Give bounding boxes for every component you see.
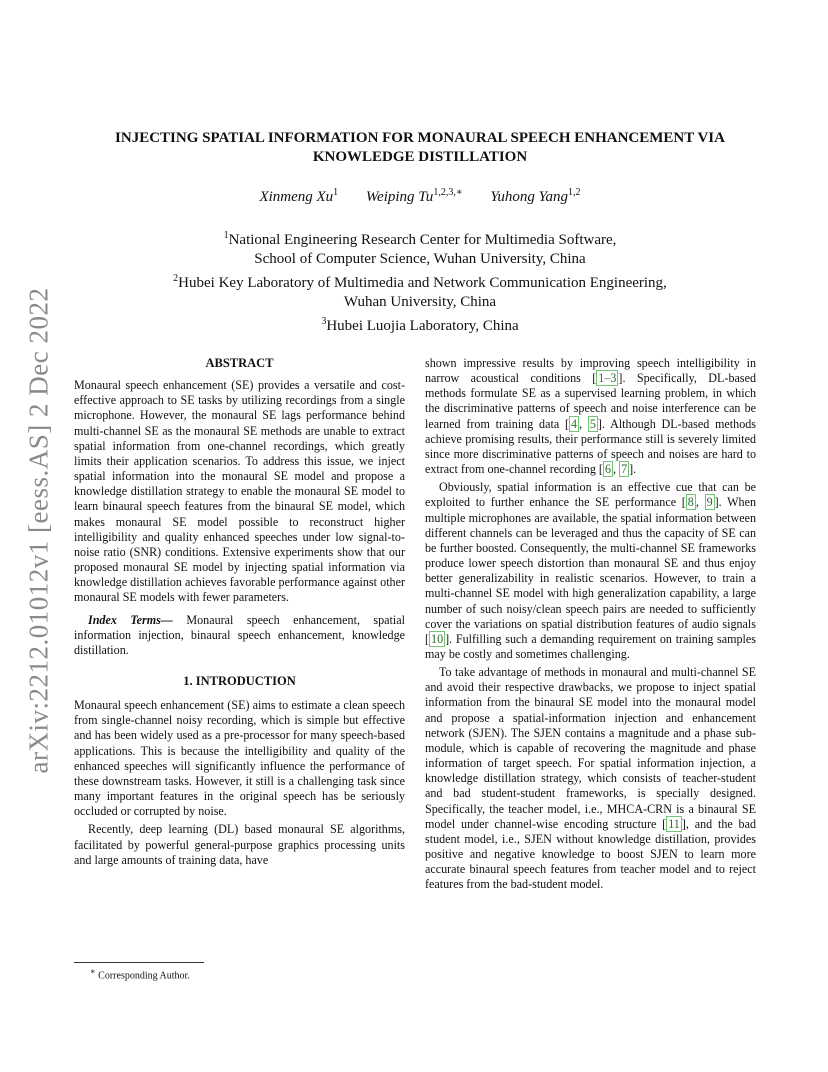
title-line-2: KNOWLEDGE DISTILLATION — [312, 149, 528, 165]
arxiv-identifier: arXiv:2212.01012v1 [eess.AS] 2 Dec 2022 — [23, 287, 54, 773]
citation-link[interactable]: 9 — [706, 495, 713, 510]
affiliation-line-5: $^3$Hubei Luojia Laboratory, China — [321, 316, 519, 334]
index-terms — [74, 613, 405, 658]
footnote-mark: ∗ — [90, 967, 96, 976]
intro-paragraph-2: Recently, deep learning (DL) based monaural SE algorithms, facilitated by powerful general-purpose graphics processing units and large amounts of training data, have — [74, 822, 405, 867]
right-paragraph-2: Obviously, spatial information is an effective cue that can be exploited to further enhance the SE performance [ 8 , 9 ]. When multiple microphones are available, the spatial information between different channels can be leveraged and thus the capacity of SE can be further boosted. Consequently, the multi-channel SE frameworks produce lower speech distortion than monaural SE and thus enjoy better generalizability in realistic scenarios. However, to train a multi-channel SE model with high generalization capability, a large number of such noisy/clean speech pairs are needed to sufficiently cover the variations on spatial distribution features of audio signals [ 10 ]. Fulfilling such a demanding requirement on training samples may be costly and sometimes challenging. — [425, 480, 757, 661]
right-paragraph-1: shown impressive results by improving speech intelligibility in narrow acoustical conditions [ 1–3 ]. Specifically, DL-based methods formulate SE as a supervised learning problem, in which the discriminative patterns of speech and noise interference can be learned from training data [ 4 , 5 ]. Although DL-based methods achieve promising results, their performance still is severely limited since more discriminative patterns of speech and noises are hard to extract from one-channel recording [ 6 , 7 ]. — [425, 356, 757, 477]
right-paragraph-3: To take advantage of methods in monaural and multi-channel SE and avoid their respective drawbacks, we propose to inject spatial information from the binaural SE model into the monaural model and propose a spatial-information injection and enhancement network (SJEN). The SJEN contains a magnitude and a phase sub-module, which is capable of recovering the magnitude and phase information of target speech. For spatial information injection, a knowledge distillation strategy, which consists of teacher-student and bad student-student frameworks, is specially designed. Specifically, the teacher model, i.e., MHCA-CRN is a binaural SE model under channel-wise encoding structure [ 11 ], and the bad student model, i.e., SJEN without knowledge distillation, provides positive and negative knowledge to boost SJEN to learn more accurate binaural speech features from teacher model and to reject features from the bad-student model. — [425, 665, 756, 892]
citation-link[interactable]: 11 — [668, 816, 680, 831]
index-terms-text: Monaural speech enhancement, spatial information injection, binaural speech enhancement, knowledge distillation. — [74, 612, 405, 657]
citation-link[interactable]: 8 — [687, 495, 694, 510]
intro-paragraph-1: Monaural speech enhancement (SE) aims to estimate a clean speech from single-channel noisy recording, which is simple but effective and has been widely used as a pre-processor for many speech-based applications. This is because the intelligibility and quality of the enhanced speeches will significantly influence the performance of these downstream tasks. However, it still is a challenging task since many important features in the original speech has be seriously occluded or corrupted by noise. — [74, 698, 405, 819]
index-terms-label: Index Terms— — [88, 612, 173, 627]
paper-title — [70, 129, 770, 167]
affiliation-line-4: Wuhan University, China — [343, 294, 497, 310]
citation-link[interactable]: 6 — [604, 462, 612, 477]
footnote — [90, 966, 190, 981]
citation-link[interactable]: 4 — [571, 416, 578, 431]
affiliation-line-3: $^2$Hubei Key Laboratory of Multimedia and Network Communication Engineering, — [173, 273, 667, 291]
affiliation-line-1: $^1$National Engineering Research Center for Multimedia Software, — [223, 230, 617, 248]
abstract-text: Monaural speech enhancement (SE) provides a versatile and cost-effective approach to SE tasks by utilizing recordings from a single microphone. However, the monaural SE lags performance behind multi-channel SE as the monaural SE methods are unable to extract spatial information from one-channel recordings, which greatly limits their application scenarios. To address this issue, we inject spatial information into the monaural SE model and propose a knowledge distillation strategy to enable the monaural SE model to learn binaural speech features from the binaural SE model, which makes monaural SE model possible to reconstruct higher intelligibility and quality enhanced speeches under low signal-to-noise ratio (SNR) conditions. Extensive experiments show that our proposed monaural SE model by injecting spatial information via knowledge distillation achieves favorable performance against other monaural SE models with fewer parameters. — [74, 378, 405, 605]
arxiv-sidebar-stamp — [22, 280, 56, 780]
citation-link[interactable]: 5 — [589, 416, 596, 431]
affiliations — [70, 226, 770, 336]
footnote-text: Corresponding Author. — [98, 970, 190, 982]
left-column — [74, 356, 405, 868]
author-list — [70, 187, 770, 206]
citation-link[interactable]: 7 — [621, 462, 628, 477]
abstract-heading: ABSTRACT — [205, 356, 274, 370]
citation-link[interactable]: 1–3 — [598, 371, 617, 386]
introduction-heading: 1. INTRODUCTION — [183, 673, 296, 688]
author-1: Xinmeng Xu$^1$ — [259, 187, 339, 205]
title-line-1: INJECTING SPATIAL INFORMATION FOR MONAURAL SPEECH ENHANCEMENT VIA — [115, 130, 725, 146]
footnote-divider — [74, 962, 204, 963]
citation-link[interactable]: 10 — [431, 631, 444, 646]
right-column — [425, 356, 756, 892]
affiliation-line-2: School of Computer Science, Wuhan University, China — [254, 251, 586, 267]
author-3: Yuhong Yang$^{1,2}$ — [490, 187, 581, 205]
author-2: Weiping $Tu^{1,2,3,∗}$ — [365, 187, 463, 205]
